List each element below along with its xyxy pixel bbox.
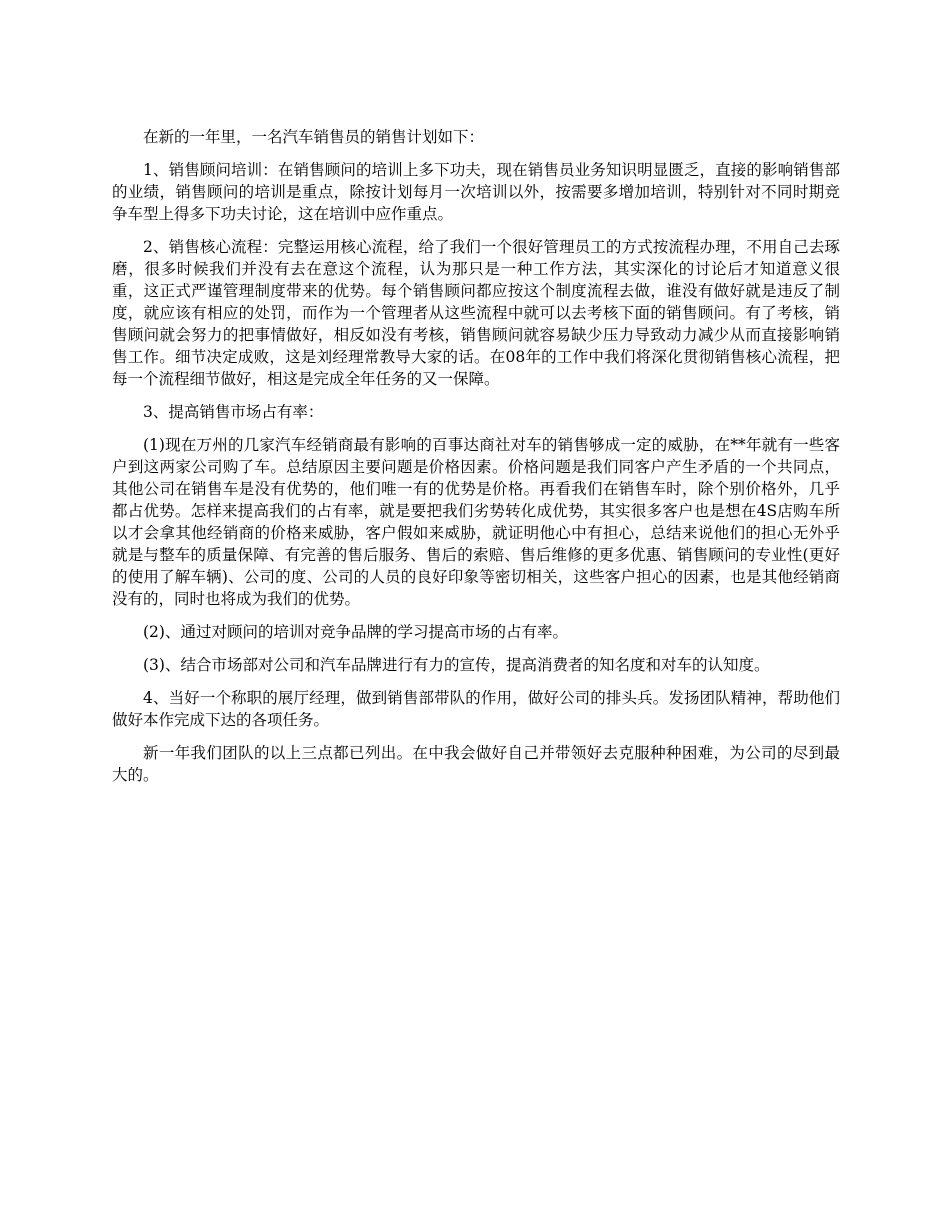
paragraph-conclusion: 新一年我们团队的以上三点都已列出。在中我会做好自己并带领好去克服种种困难，为公司的尽到最大的。: [112, 744, 840, 784]
paragraph-market-share-1: (1)现在万州的几家汽车经销商最有影响的百事达商社对车的销售够成一定的威胁，在**年就有一些客户到这两家公司购了车。总结原因主要问题是价格因素。价格问题是我们同客户产生矛盾的一个共同点，其他公司在销售车是没有优势的，他们唯一有的优势是价格。再看我们在销售车时，除个别价格外，几乎都占优势。怎样来提高我们的占有率，就是要把我们劣势转化成优势，其实很多客户也是想在4S店购车所以才会拿其他经销商的价格来威胁，客户假如来威胁，就证明他心中有担心，总结来说他们的担心无外乎就是与整车的质量保障、有完善的售后服务、售后的索赔、售后维修的更多优惠、销售顾问的专业性(更好的使用了解车辆)、公司的度、公司的人员的良好印象等密切相关，这些客户担心的因素，也是其他经销商没有的，同时也将成为我们的优势。: [112, 436, 840, 608]
paragraph-market-share-heading: 3、提高销售市场占有率：: [143, 403, 324, 421]
paragraph-market-share-2: (2)、通过对顾问的培训对竞争品牌的学习提高市场的占有率。: [143, 623, 568, 641]
paragraph-core-process: 2、销售核心流程：完整运用核心流程，给了我们一个很好管理员工的方式按流程办理，不用自己去琢磨，很多时候我们并没有去在意这个流程，认为那只是一种工作方法，其实深化的讨论后才知道意义很重，这正式严谨管理制度带来的优势。每个销售顾问都应按这个制度流程去做，谁没有做好就是违反了制度，就应该有相应的处罚，而作为一个管理者从这些流程中就可以去考核下面的销售顾问。有了考核，销售顾问就会努力的把事情做好，相反如没有考核，销售顾问就容易缺少压力导致动力减少从而直接影响销售工作。细节决定成败，这是刘经理常教导大家的话。在08年的工作中我们将深化贯彻销售核心流程，把每一个流程细节做好，相这是完成全年任务的又一保障。: [112, 238, 840, 388]
paragraph-market-share-3: (3)、结合市场部对公司和汽车品牌进行有力的宣传，提高消费者的知名度和对车的认知度。: [143, 656, 770, 674]
paragraph-sales-training: 1、销售顾问培训：在销售顾问的培训上多下功夫，现在销售员业务知识明显匮乏，直接的影响销售部的业绩，销售顾问的培训是重点，除按计划每月一次培训以外，按需要多增加培训，特别针对不同时期竞争车型上得多下功夫讨论，这在培训中应作重点。: [112, 161, 840, 223]
document-body: [112, 126, 840, 797]
paragraph-intro: 在新的一年里，一名汽车销售员的销售计划如下：: [143, 128, 485, 146]
paragraph-showroom-manager: 4、当好一个称职的展厅经理，做到销售部带队的作用，做好公司的排头兵。发扬团队精神，帮助他们做好本作完成下达的各项任务。: [112, 689, 840, 729]
